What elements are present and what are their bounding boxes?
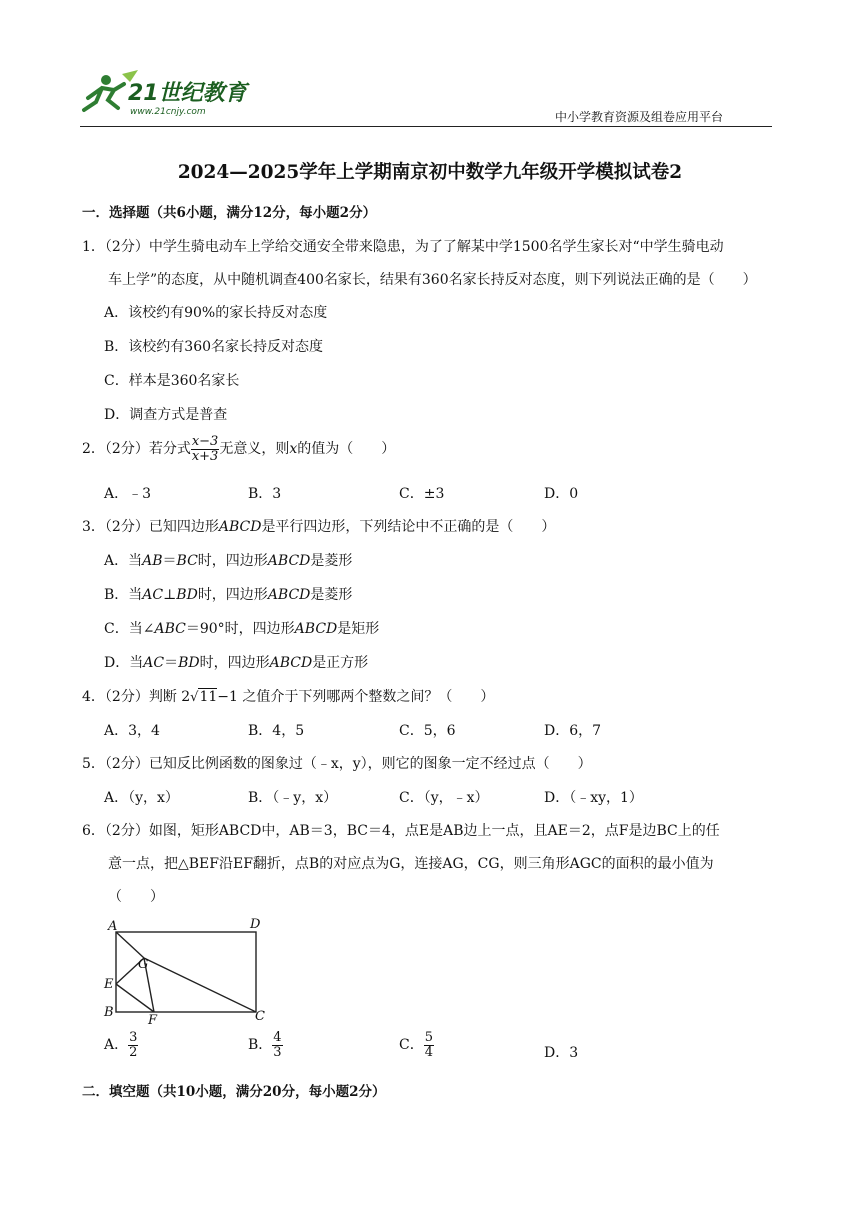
q6-stem-line1: 6．（2分）如图，矩形ABCD中，AB＝3，BC＝4，点E是AB边上一点，且AE＝2，点F是边BC上的任 <box>82 823 720 839</box>
q1-option-d: D．调查方式是普查 <box>104 407 228 423</box>
q2-option-d: D．0 <box>544 486 579 502</box>
q2-option-b: B．3 <box>248 486 282 502</box>
q6-option-b: B． $\frac{4}{3}$ <box>248 1030 282 1060</box>
q6-option-d: D．3 <box>544 1045 579 1061</box>
q4-option-c: C．5，6 <box>399 723 456 739</box>
label-b: B <box>104 1005 114 1020</box>
q4-option-d: D．6，7 <box>544 723 602 739</box>
label-d: D <box>250 917 261 932</box>
q1-option-a: A．该校约有90%的家长持反对态度 <box>104 305 328 321</box>
q6-option-a: A． $\frac{3}{2}$ <box>104 1030 138 1060</box>
q5-option-d: D．（﹣xy，1） <box>544 790 643 806</box>
q3-option-c: C．当∠ABC＝90°时，四边形ABCD是矩形 <box>104 621 380 637</box>
q4-prefix: 4．（2分）判断 2 <box>82 689 191 705</box>
q2-option-a: A．﹣3 <box>104 486 152 502</box>
section-heading-choice: 一．选择题（共6小题，满分12分，每小题2分） <box>82 205 377 221</box>
q2-fraction <box>191 435 220 463</box>
label-e: E <box>104 977 114 992</box>
q2-suffix-b: 的值为（ ） <box>297 441 396 458</box>
q6-figure <box>100 914 280 1024</box>
q2-variable: x <box>289 441 298 458</box>
segment-gc <box>144 958 256 1012</box>
q1-stem-line2: 车上学”的态度，从中随机调查400名家长，结果有360名家长持反对态度，则下列说法正确的是（ ） <box>108 272 757 288</box>
q2-stem <box>82 435 395 463</box>
header-rule <box>80 126 772 127</box>
q1-stem-line1: 1．（2分）中学生骑电动车上学给交通安全带来隐患，为了了解某中学1500名学生家长对“中学生骑电动 <box>82 239 724 255</box>
label-g: G <box>138 957 149 972</box>
q3-option-a: A．当AB＝BC时，四边形ABCD是菱形 <box>104 553 353 569</box>
q3-option-d: D．当AC＝BD时，四边形ABCD是正方形 <box>104 655 369 671</box>
q2-option-c: C．±3 <box>399 486 445 502</box>
label-f: F <box>148 1013 158 1024</box>
q5-option-b: B．（﹣y，x） <box>248 790 338 806</box>
logo-text: 21世纪教育 <box>128 81 247 106</box>
q2-suffix-a: 无意义，则 <box>219 441 290 458</box>
q4-radicand: 11 <box>199 689 218 705</box>
segment-ef <box>116 984 154 1012</box>
q1-option-b: B．该校约有360名家长持反对态度 <box>104 339 324 355</box>
q5-option-c: C．（y，﹣x） <box>399 790 489 806</box>
q4-option-b: B．4，5 <box>248 723 305 739</box>
label-c: C <box>255 1009 265 1024</box>
q3-stem-c: 是平行四边形，下列结论中不正确的是（ ） <box>261 519 556 535</box>
q6-option-c: C． $\frac{5}{4}$ <box>399 1030 433 1060</box>
q3-option-b: B．当AC⊥BD时，四边形ABCD是菱形 <box>104 587 353 603</box>
q2-numerator: x−3 <box>191 434 219 449</box>
q6-stem-line3: （ ） <box>108 889 164 905</box>
q5-stem: 5．（2分）已知反比例函数的图象过（﹣x，y），则它的图象一定不经过点（ ） <box>82 756 592 772</box>
platform-label: 中小学教育资源及组卷应用平台 <box>555 110 724 124</box>
q4-suffix: −1 之值介于下列哪两个整数之间？（ ） <box>217 689 495 705</box>
page-title: 2024—2025学年上学期南京初中数学九年级开学模拟试卷2 <box>177 162 683 183</box>
q4-stem <box>82 686 494 706</box>
radical-sign: √ <box>190 690 199 705</box>
q2-denominator: x+3 <box>191 448 219 464</box>
q1-option-c: C．样本是360名家长 <box>104 373 240 389</box>
site-logo <box>80 68 250 120</box>
q3-stem-a: 3．（2分）已知四边形 <box>82 519 219 535</box>
q5-option-a: A．（y，x） <box>104 790 179 806</box>
segment-ag <box>116 932 144 958</box>
section-heading-fill: 二．填空题（共10小题，满分20分，每小题2分） <box>82 1084 386 1100</box>
q4-option-a: A．3，4 <box>104 723 160 739</box>
q3-stem-b: ABCD <box>218 519 262 535</box>
logo-url: www.21cnjy.com <box>130 107 206 117</box>
q2-prefix: 2．（2分）若分式 <box>82 441 191 458</box>
label-a: A <box>108 919 118 934</box>
q6-stem-line2: 意一点，把△BEF沿EF翻折，点B的对应点为G，连接AG，CG，则三角形AGC的面积的最小值为 <box>108 856 714 872</box>
q3-stem <box>82 516 555 536</box>
